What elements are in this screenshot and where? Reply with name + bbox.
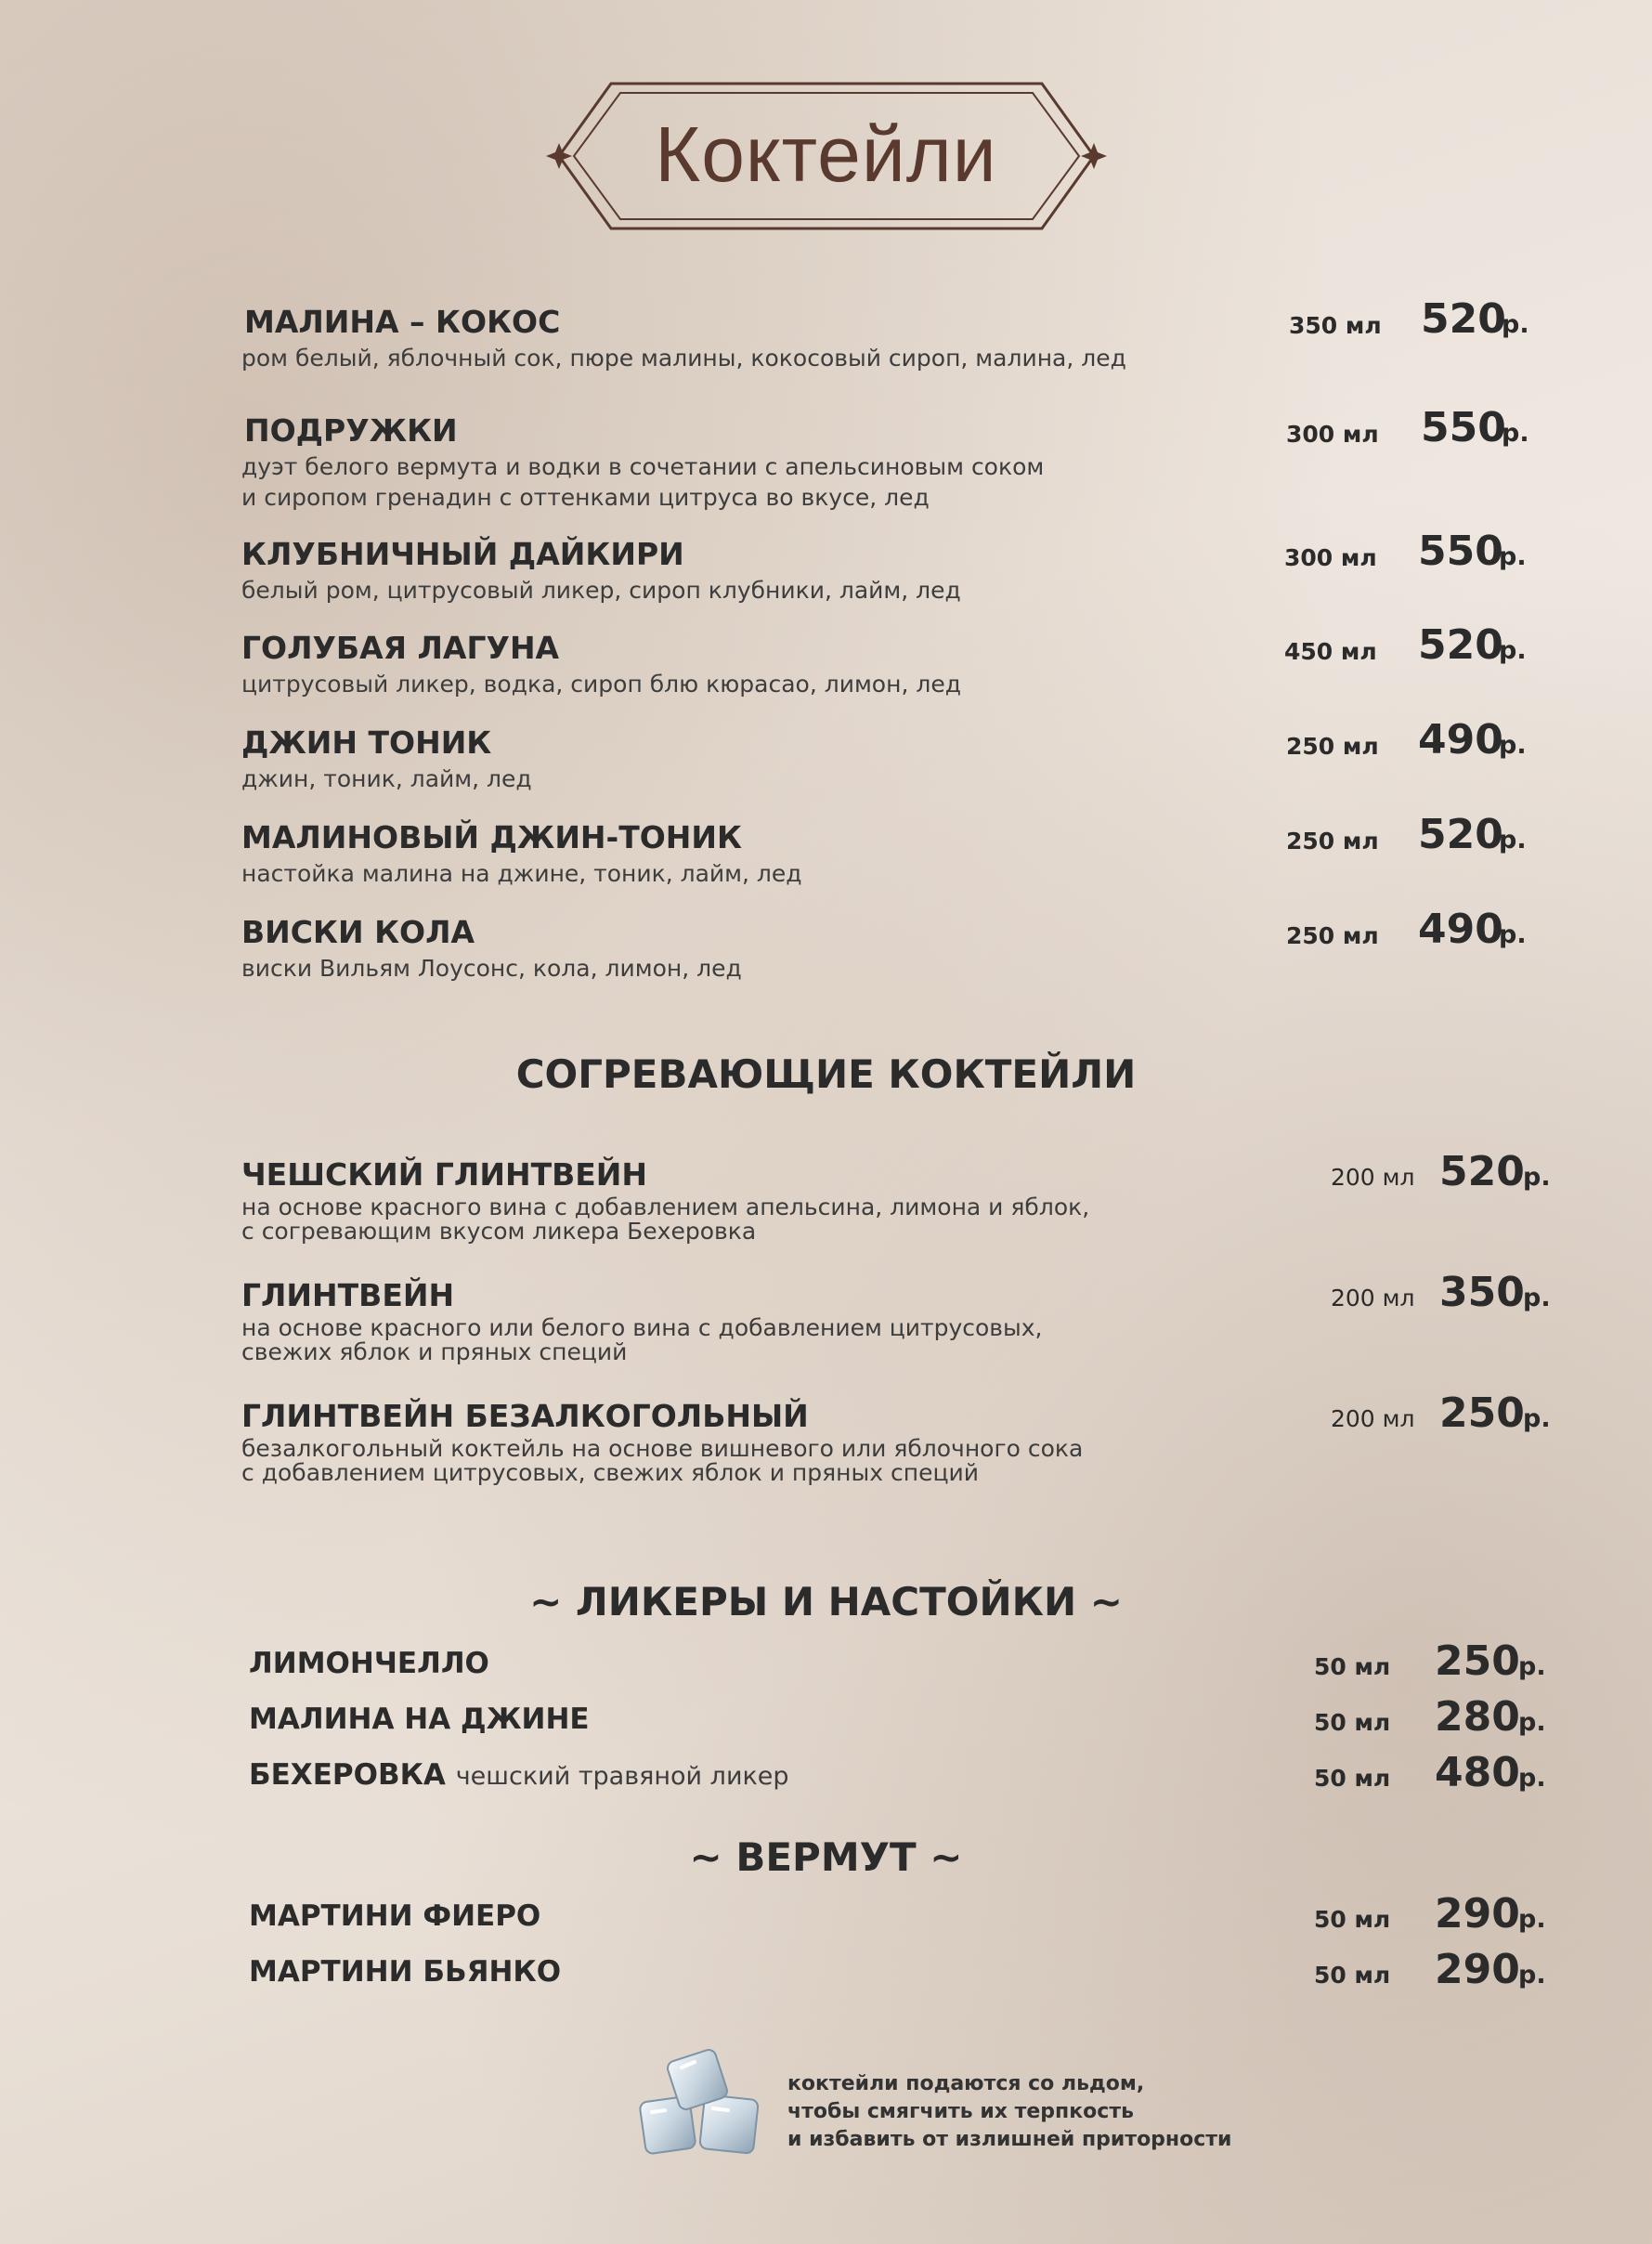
- item-name: ЛИМОНЧЕЛЛО: [249, 1647, 489, 1680]
- currency: р.: [1523, 1404, 1551, 1433]
- item-price: 250: [1435, 1637, 1520, 1685]
- item-name: МАРТИНИ БЬЯНКО: [249, 1955, 562, 1989]
- item-price: 550: [1418, 528, 1503, 575]
- item-name: ГЛИНТВЕЙН БЕЗАЛКОГОЛЬНЫЙ: [241, 1398, 809, 1434]
- item-price: 490: [1418, 716, 1503, 763]
- item-desc: безалкогольный коктейль на основе вишневого или яблочного сока: [241, 1435, 1084, 1462]
- section-title-warming: СОГРЕВАЮЩИЕ КОКТЕЙЛИ: [515, 1051, 1137, 1097]
- currency: р.: [1499, 826, 1527, 855]
- item-desc: виски Вильям Лоусонс, кола, лимон, лед: [241, 955, 742, 982]
- item-volume: 50 мл: [1314, 1765, 1391, 1792]
- currency: р.: [1518, 1708, 1546, 1737]
- currency: р.: [1499, 731, 1527, 760]
- item-desc: ром белый, яблочный сок, пюре малины, кокосовый сироп, малина, лед: [241, 345, 1126, 372]
- item-volume: 250 мл: [1286, 828, 1379, 855]
- item-desc: настойка малина на джине, тоник, лайм, лед: [241, 860, 802, 887]
- item-desc: на основе красного вина с добавлением апельсина, лимона и яблок,: [241, 1194, 1090, 1220]
- footer-note-line: и избавить от излишней приторности: [787, 2128, 1232, 2151]
- currency: р.: [1518, 1961, 1546, 1990]
- item-desc: цитрусовый ликер, водка, сироп блю кюрасао, лимон, лед: [241, 671, 961, 698]
- currency: р.: [1499, 636, 1527, 665]
- item-price: 250: [1439, 1389, 1525, 1437]
- item-desc: с добавлением цитрусовых, свежих яблок и пряных специй: [241, 1459, 979, 1486]
- item-name: ПОДРУЖКИ: [244, 412, 458, 449]
- item-price: 480: [1435, 1749, 1520, 1796]
- item-price: 520: [1418, 811, 1503, 858]
- item-volume: 250 мл: [1286, 733, 1379, 760]
- item-price: 520: [1418, 621, 1503, 669]
- item-volume: 50 мл: [1314, 1653, 1391, 1680]
- currency: р.: [1518, 1905, 1546, 1934]
- item-name-text: БЕХЕРОВКА: [249, 1758, 446, 1792]
- item-name: КЛУБНИЧНЫЙ ДАЙКИРИ: [241, 536, 684, 572]
- item-volume: 50 мл: [1314, 1709, 1391, 1736]
- item-desc: чешский травяной ликер: [455, 1762, 789, 1791]
- item-volume: 200 мл: [1331, 1285, 1415, 1311]
- item-volume: 200 мл: [1331, 1164, 1415, 1191]
- item-name: [249, 1758, 789, 1792]
- item-volume: 300 мл: [1286, 421, 1379, 448]
- item-desc: свежих яблок и пряных специй: [241, 1338, 628, 1365]
- item-price: 490: [1418, 906, 1503, 953]
- page-title: Коктейли: [655, 111, 997, 198]
- item-price: 280: [1435, 1693, 1520, 1741]
- item-price: 350: [1439, 1269, 1525, 1316]
- item-name: МАЛИНА НА ДЖИНЕ: [249, 1703, 590, 1736]
- footer-note-line: коктейли подаются со льдом,: [787, 2072, 1145, 2095]
- currency: р.: [1518, 1652, 1546, 1681]
- item-price: 550: [1421, 404, 1506, 451]
- currency: р.: [1499, 542, 1527, 571]
- item-volume: 50 мл: [1314, 1962, 1391, 1989]
- item-desc: на основе красного или белого вина с добавлением цитрусовых,: [241, 1314, 1043, 1341]
- currency: р.: [1523, 1284, 1551, 1312]
- item-name: ДЖИН ТОНИК: [241, 724, 492, 761]
- item-name: МАЛИНОВЫЙ ДЖИН-ТОНИК: [241, 819, 743, 855]
- item-desc: дуэт белого вермута и водки в сочетании с апельсиновым соком: [241, 453, 1045, 480]
- ice-cubes-icon: [637, 2043, 774, 2162]
- currency: р.: [1518, 1764, 1546, 1793]
- item-volume: 250 мл: [1286, 922, 1379, 949]
- footer-note-line: чтобы смягчить их терпкость: [787, 2100, 1135, 2123]
- item-price: 520: [1421, 295, 1506, 343]
- item-name: МАРТИНИ ФИЕРО: [249, 1899, 541, 1933]
- item-volume: 200 мл: [1331, 1405, 1415, 1432]
- item-volume: 50 мл: [1314, 1906, 1391, 1933]
- currency: р.: [1523, 1163, 1551, 1192]
- item-price: 290: [1435, 1890, 1520, 1937]
- item-desc: с согревающим вкусом ликера Бехеровка: [241, 1218, 757, 1245]
- section-title-vermouth: ~ ВЕРМУТ ~: [689, 1834, 963, 1880]
- currency: р.: [1499, 920, 1527, 949]
- item-name: МАЛИНА – КОКОС: [244, 304, 561, 340]
- item-price: 290: [1435, 1946, 1520, 1993]
- item-volume: 300 мл: [1284, 544, 1377, 571]
- item-volume: 450 мл: [1284, 638, 1377, 665]
- currency: р.: [1502, 419, 1529, 448]
- item-name: ВИСКИ КОЛА: [241, 914, 475, 950]
- item-price: 520: [1439, 1148, 1525, 1195]
- item-name: ГЛИНТВЕЙН: [241, 1277, 455, 1313]
- item-name: ГОЛУБАЯ ЛАГУНА: [241, 630, 560, 666]
- item-volume: 350 мл: [1289, 312, 1382, 339]
- item-desc: белый ром, цитрусовый ликер, сироп клубники, лайм, лед: [241, 577, 961, 604]
- item-name: ЧЕШСКИЙ ГЛИНТВЕЙН: [241, 1156, 648, 1193]
- item-desc: джин, тоник, лайм, лед: [241, 765, 532, 792]
- item-desc: и сиропом гренадин с оттенками цитруса во вкусе, лед: [241, 484, 930, 511]
- currency: р.: [1502, 310, 1529, 339]
- section-title-liqueurs: ~ ЛИКЕРЫ И НАСТОЙКИ ~: [529, 1579, 1123, 1624]
